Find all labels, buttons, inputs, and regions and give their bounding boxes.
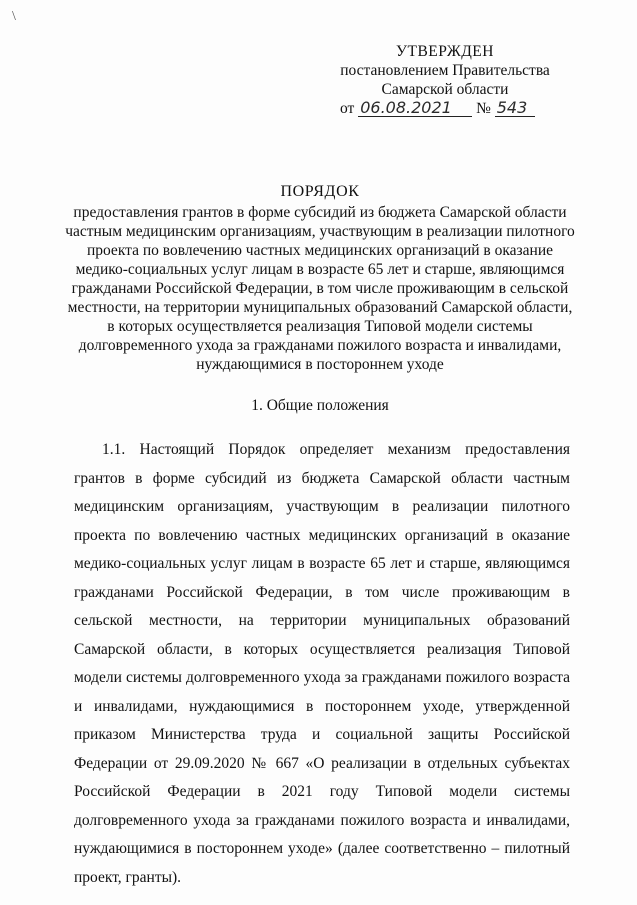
handwritten-number: 543 [495, 99, 535, 117]
approval-date-line [330, 99, 560, 118]
approval-title: УТВЕРЖДЕН [396, 43, 494, 60]
document-heading [40, 182, 600, 374]
corner-mark: \ [12, 9, 16, 24]
document-subtitle: предоставления грантов в форме субсидий из бюджета Самарской области частным медицинским организациям, участвующим в реализации пилотного проекта по вовлечению частных медицинских организаций в оказание медико-социальных услуг лицам в возрасте 65 лет и старше, являющимся гражданами Российской Федерации, в том числе проживающим в сельской местности, на территории муниципальных образований Самарской области, в которых осуществляется реализация Типовой модели системы долговременного ухода за гражданами пожилого возраста и инвалидами, нуждающимися в постороннем уходе [65, 204, 575, 373]
approval-line-1: постановлением Правительства [340, 62, 550, 79]
handwritten-date: 06.08.2021 [358, 99, 472, 117]
date-prefix: от [340, 100, 355, 117]
document-title: ПОРЯДОК [280, 183, 360, 200]
approval-line-2: Самарской области [381, 81, 509, 98]
number-sign: № [476, 100, 491, 117]
section-title: 1. Общие положения [251, 397, 389, 414]
approval-block [330, 42, 560, 118]
paragraph-1-1: 1.1. Настоящий Порядок определяет механизм предоставления грантов в форме субсидий из бюджета Самарской области частным медицинским организациям, участвующим в реализации пилотного проекта по вовлечению частных медицинских организаций в оказание медико-социальных услуг лицам в возрасте 65 лет и старше, являющимся гражданами Российской Федерации, в том числе проживающим в сельской местности, на территории муниципальных образований Самарской области, в которых осуществляется реализация Типовой модели системы долговременного ухода за гражданами пожилого возраста и инвалидами, нуждающимися в постороннем уходе, утвержденной приказом Министерства труда и социальной защиты Российской Федерации от 29.09.2020 № 667 «О реализации в отдельных субъектах Российской Федерации в 2021 году Типовой модели системы долговременного ухода за гражданами пожилого возраста и инвалидами, нуждающимися в постороннем уходе» (далее соответственно – пилотный проект, гранты). [74, 441, 570, 886]
